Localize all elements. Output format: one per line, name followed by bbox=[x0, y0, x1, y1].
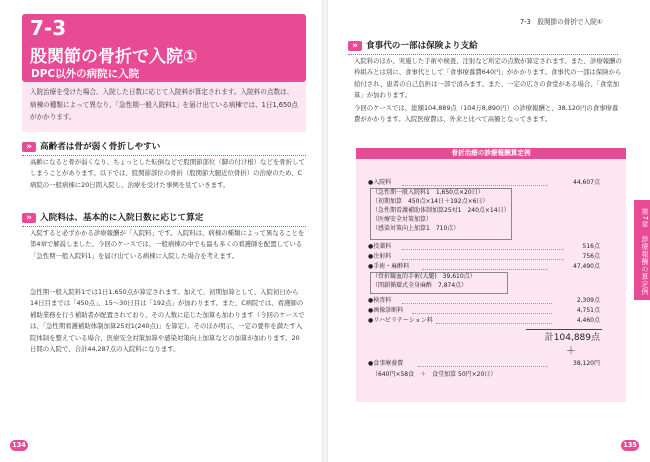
body-paragraph: 急性期一般入院料1では1日1,650点が算定されます。加えて、初期加算として、入院初日から14日目までは「450点」、15～30日目は「192点」が加わります。また、C病院では、看護師の補助業務を行う補助者が配置されており、その人数に応じた加算も加わります（今回のケースでは、「急性期看護補助体制加算25対1(240点)」を算定）。そのほか明示、一定の要件を満たす入院体制を整えている場合、医療安全対策加算や感染対策向上加算などの加算が加わります。20日間の入院で、合計44,287点の入院料になります。 bbox=[30, 288, 305, 354]
body-paragraph: 高齢になると骨が弱くなり、ちょっとした転倒などで股関節部位（脚の付け根）などを骨折してしまうことがあります。以下では、股関節部位の骨折（股関節大腿近位骨折）の治療のため、C病院の一般病棟に20日間入院し、治療を受けた事例を見ていきます。 bbox=[30, 158, 305, 189]
dot-leader bbox=[402, 185, 548, 186]
plus-sign: ＋ bbox=[566, 346, 576, 357]
page-subtitle: DPC以外の病院に入院 bbox=[31, 68, 140, 80]
calc-item-value: 2,309点 bbox=[576, 297, 600, 304]
calc-item-value: 756点 bbox=[582, 253, 600, 260]
dot-leader bbox=[422, 269, 548, 270]
calc-detail-line: （初期加算 450点×14日＋192点×6日） bbox=[372, 198, 489, 205]
calc-example-box bbox=[356, 159, 626, 402]
calc-item-label: ●リハビリテーション料 bbox=[368, 317, 433, 324]
chapter-title-box bbox=[22, 14, 306, 82]
section-heading-3 bbox=[348, 40, 618, 53]
section-number: 7-3 bbox=[30, 16, 67, 40]
calc-item-label: ●画像診断料 bbox=[368, 307, 404, 314]
total-points: 計104,889点 bbox=[544, 333, 600, 343]
double-chevron-icon: » bbox=[348, 41, 362, 51]
heading-rule bbox=[348, 54, 618, 55]
body-paragraph: 今回のケースでは、総額104,889点（104万8,890円）の診療報酬と、38,120円の食事療養費がかかります。入院医療費は、外来と比べて高額となってきます。 bbox=[354, 104, 619, 124]
dot-leader bbox=[412, 313, 552, 314]
calc-detail-line: （医療安全対策加算） bbox=[372, 216, 433, 223]
calc-item-value: 516点 bbox=[582, 243, 600, 250]
lead-box bbox=[22, 82, 306, 132]
dot-leader bbox=[402, 249, 564, 250]
calc-detail-line: （感染対策向上加算1 710点） bbox=[372, 225, 460, 232]
calc-detail-line: （閉鎖循環式全身麻酔 7,874点） bbox=[372, 282, 468, 289]
chapter-side-tab: 第7章 診療報酬の算定例 bbox=[634, 200, 650, 300]
calc-item-label: ●注射料 bbox=[368, 253, 392, 260]
calc-detail-line: （640円×58食 ＋ 食堂加算 50円×20日） bbox=[372, 371, 497, 378]
lead-text: 入院治療を受けた場合、入院した日数に応じて入院料が算定されます。入院料の点数は、病棟の種類によって異なり、「急性期一般入院料1」を届け出ている病棟では、1日1,650点がかかります。 bbox=[30, 88, 298, 122]
double-chevron-icon: » bbox=[22, 213, 36, 223]
heading-text: 食事代の一部は保険より支給 bbox=[366, 41, 478, 51]
calc-item-value: 47,490点 bbox=[573, 263, 600, 270]
page-number: 135 bbox=[621, 440, 639, 451]
section-heading-1 bbox=[22, 141, 306, 154]
page-number: 134 bbox=[10, 440, 28, 451]
calc-item-label: ●食事療養費 bbox=[368, 360, 404, 367]
section-heading-2 bbox=[22, 212, 306, 225]
heading-text: 高齢者は骨が弱く骨折しやすい bbox=[40, 142, 161, 152]
heading-text: 入院料は、基本的に入院日数に応じて算定 bbox=[40, 213, 204, 223]
body-paragraph: 入院すると必ずかかる診療報酬が「入院料」です。入院料は、病棟の種類によって異なることを第4章で解説しました。今回のケースでは、一般病棟の中でも最も多くの看護師を配置している「急性期一般入院料1」を届け出ている病棟に入院した場合を考えます。 bbox=[30, 229, 305, 260]
calc-item-label: ●入院料 bbox=[368, 179, 392, 186]
calc-detail-line: （急性期看護補助体制加算25対1 240点×14日） bbox=[372, 207, 510, 214]
page-title: 股関節の骨折で入院① bbox=[30, 47, 198, 67]
body-paragraph: 入院料のほか、実施した手術や検査、注射など所定の点数が算定されます。また、診療報酬の枠組みとは別に、食事代として「食事療養費640円」がかかります。食事代の一部は保険から給付され、患者の自己負担は一部で済みます。また、一定の広さの食堂がある場合、「食堂加算」が加わります。 bbox=[354, 57, 622, 100]
calc-item-label: ●検査料 bbox=[368, 297, 392, 304]
heading-rule bbox=[22, 226, 306, 227]
dot-leader bbox=[402, 259, 564, 260]
dot-leader bbox=[418, 366, 548, 367]
calc-detail-line: （急性期一般入院料1 1,650点×20日） bbox=[372, 189, 484, 196]
calc-item-label: ●投薬料 bbox=[368, 243, 392, 250]
heading-rule bbox=[22, 155, 306, 156]
double-chevron-icon: » bbox=[22, 142, 36, 152]
calc-item-label: ●手術・麻酔料 bbox=[368, 263, 410, 270]
calc-example-title: 骨折治療の診療報酬算定例 bbox=[356, 148, 626, 159]
right-page bbox=[328, 0, 650, 462]
calc-item-value: 38,120円 bbox=[573, 360, 600, 367]
calc-item-value: 4,751点 bbox=[576, 307, 600, 314]
dot-leader bbox=[436, 323, 552, 324]
left-page bbox=[0, 0, 322, 462]
running-header: 7-3 股関節の骨折で入院① bbox=[520, 18, 603, 26]
calc-detail-line: （骨折観血的手術(大腿) 39,610点） bbox=[372, 273, 476, 280]
calc-item-value: 44,607点 bbox=[573, 179, 600, 186]
dot-leader bbox=[402, 303, 552, 304]
calc-item-value: 4,460点 bbox=[576, 317, 600, 324]
